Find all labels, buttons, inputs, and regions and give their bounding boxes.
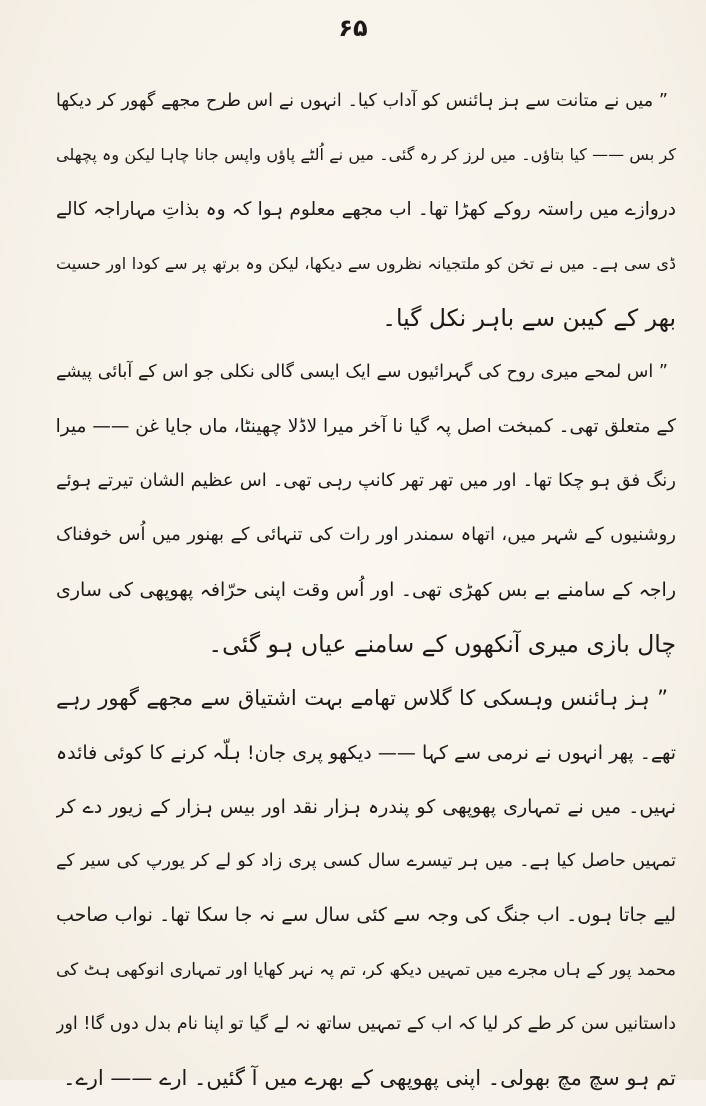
- text-line: تھے۔ پھر انہوں نے نرمی سے کہا —— دیکھو پری جان! ہلّہ کرنے کا کوئی فائدہ: [56, 741, 676, 764]
- text-line: داستانیں سن کر طے کر لیا کہ اب کے تمہیں ساتھ نہ لے گیا تو اپنا نام بدل دوں گا! اور: [56, 1014, 676, 1035]
- text-line: ” اس لمحے میری روح کی گہرائیوں سے ایک ایسی گالی نکلی جو اس کے آبائی پیشے: [56, 362, 668, 383]
- text-line: محمد پور کے ہاں مجرے میں تمہیں دیکھ کر، تم پہ نہر کھایا اور تمہاری انوکھی ہٹ کی: [56, 959, 676, 980]
- page-number: ۶۵: [338, 14, 368, 42]
- body-text: [56, 74, 676, 1106]
- text-line: لیے جاتا ہوں۔ اب جنگ کی وجہ سے کئی سال سے نہ جا سکا تھا۔ نواب صاحب: [56, 904, 676, 927]
- text-line: تم ہو سچ مچ بھولی۔ اپنی پھوپھی کے بھرے میں آ گئیں۔ ارے —— ارے۔: [63, 1066, 676, 1091]
- text-line: بھر کے کیبن سے باہر نکل گیا۔: [382, 304, 676, 333]
- text-line: چال بازی میری آنکھوں کے سامنے عیاں ہو گئی۔: [208, 629, 676, 658]
- text-line: کے متعلق تھی۔ کمبخت اصل پہ گیا نا آخر میرا لاڈلا چھینٹا، ماں جایا غن —— میرا: [56, 415, 676, 437]
- text-line: نہیں۔ میں نے تمہاری پھوپھی کو پندرہ ہزار نقد اور بیس ہزار کے زیور دے کر: [56, 795, 676, 818]
- text-line: روشنیوں کے شہر میں، اتھاہ سمندر اور رات کی تنہائی کے بھنور میں اُس خوفناک: [56, 524, 676, 546]
- text-line: ڈی سی ہے۔ میں نے تخن کو ملتجیانہ نظروں سے دیکھا، لیکن وہ برتھ پر سے کودا اور حسیت: [56, 253, 676, 273]
- text-line: دروازے میں راستہ روکے کھڑا تھا۔ اب مجھے معلوم ہوا کہ وہ بذاتِ مہاراجہ کالے: [56, 198, 676, 220]
- text-line: کر بس —— کیا بتاؤں۔ میں لرز کر رہ گئی۔ میں نے اُلٹے پاؤں واپس جانا چاہا لیکن وہ پچھلی: [56, 145, 676, 165]
- text-line: تمہیں حاصل کیا ہے۔ میں ہر تیسرے سال کسی پری زاد کو لے کر یورپ کی سیر کے: [56, 851, 676, 872]
- text-line: ” ہز ہائنس وہسکی کا گلاس تھامے بہت اشتیاق سے مجھے گھور رہے: [56, 686, 668, 711]
- text-line: ” میں نے متانت سے ہز ہائنس کو آداب کیا۔ انہوں نے اس طرح مجھے گھور کر دیکھا: [56, 91, 668, 111]
- text-line: رنگ فق ہو چکا تھا۔ اور میں تھر تھر کانپ رہی تھی۔ اس عظیم الشان تیرتے ہوئے: [56, 470, 676, 492]
- text-line: راجہ کے سامنے بے بس کھڑی تھی۔ اور اُس وقت اپنی حرّافہ پھوپھی کی ساری: [56, 578, 676, 601]
